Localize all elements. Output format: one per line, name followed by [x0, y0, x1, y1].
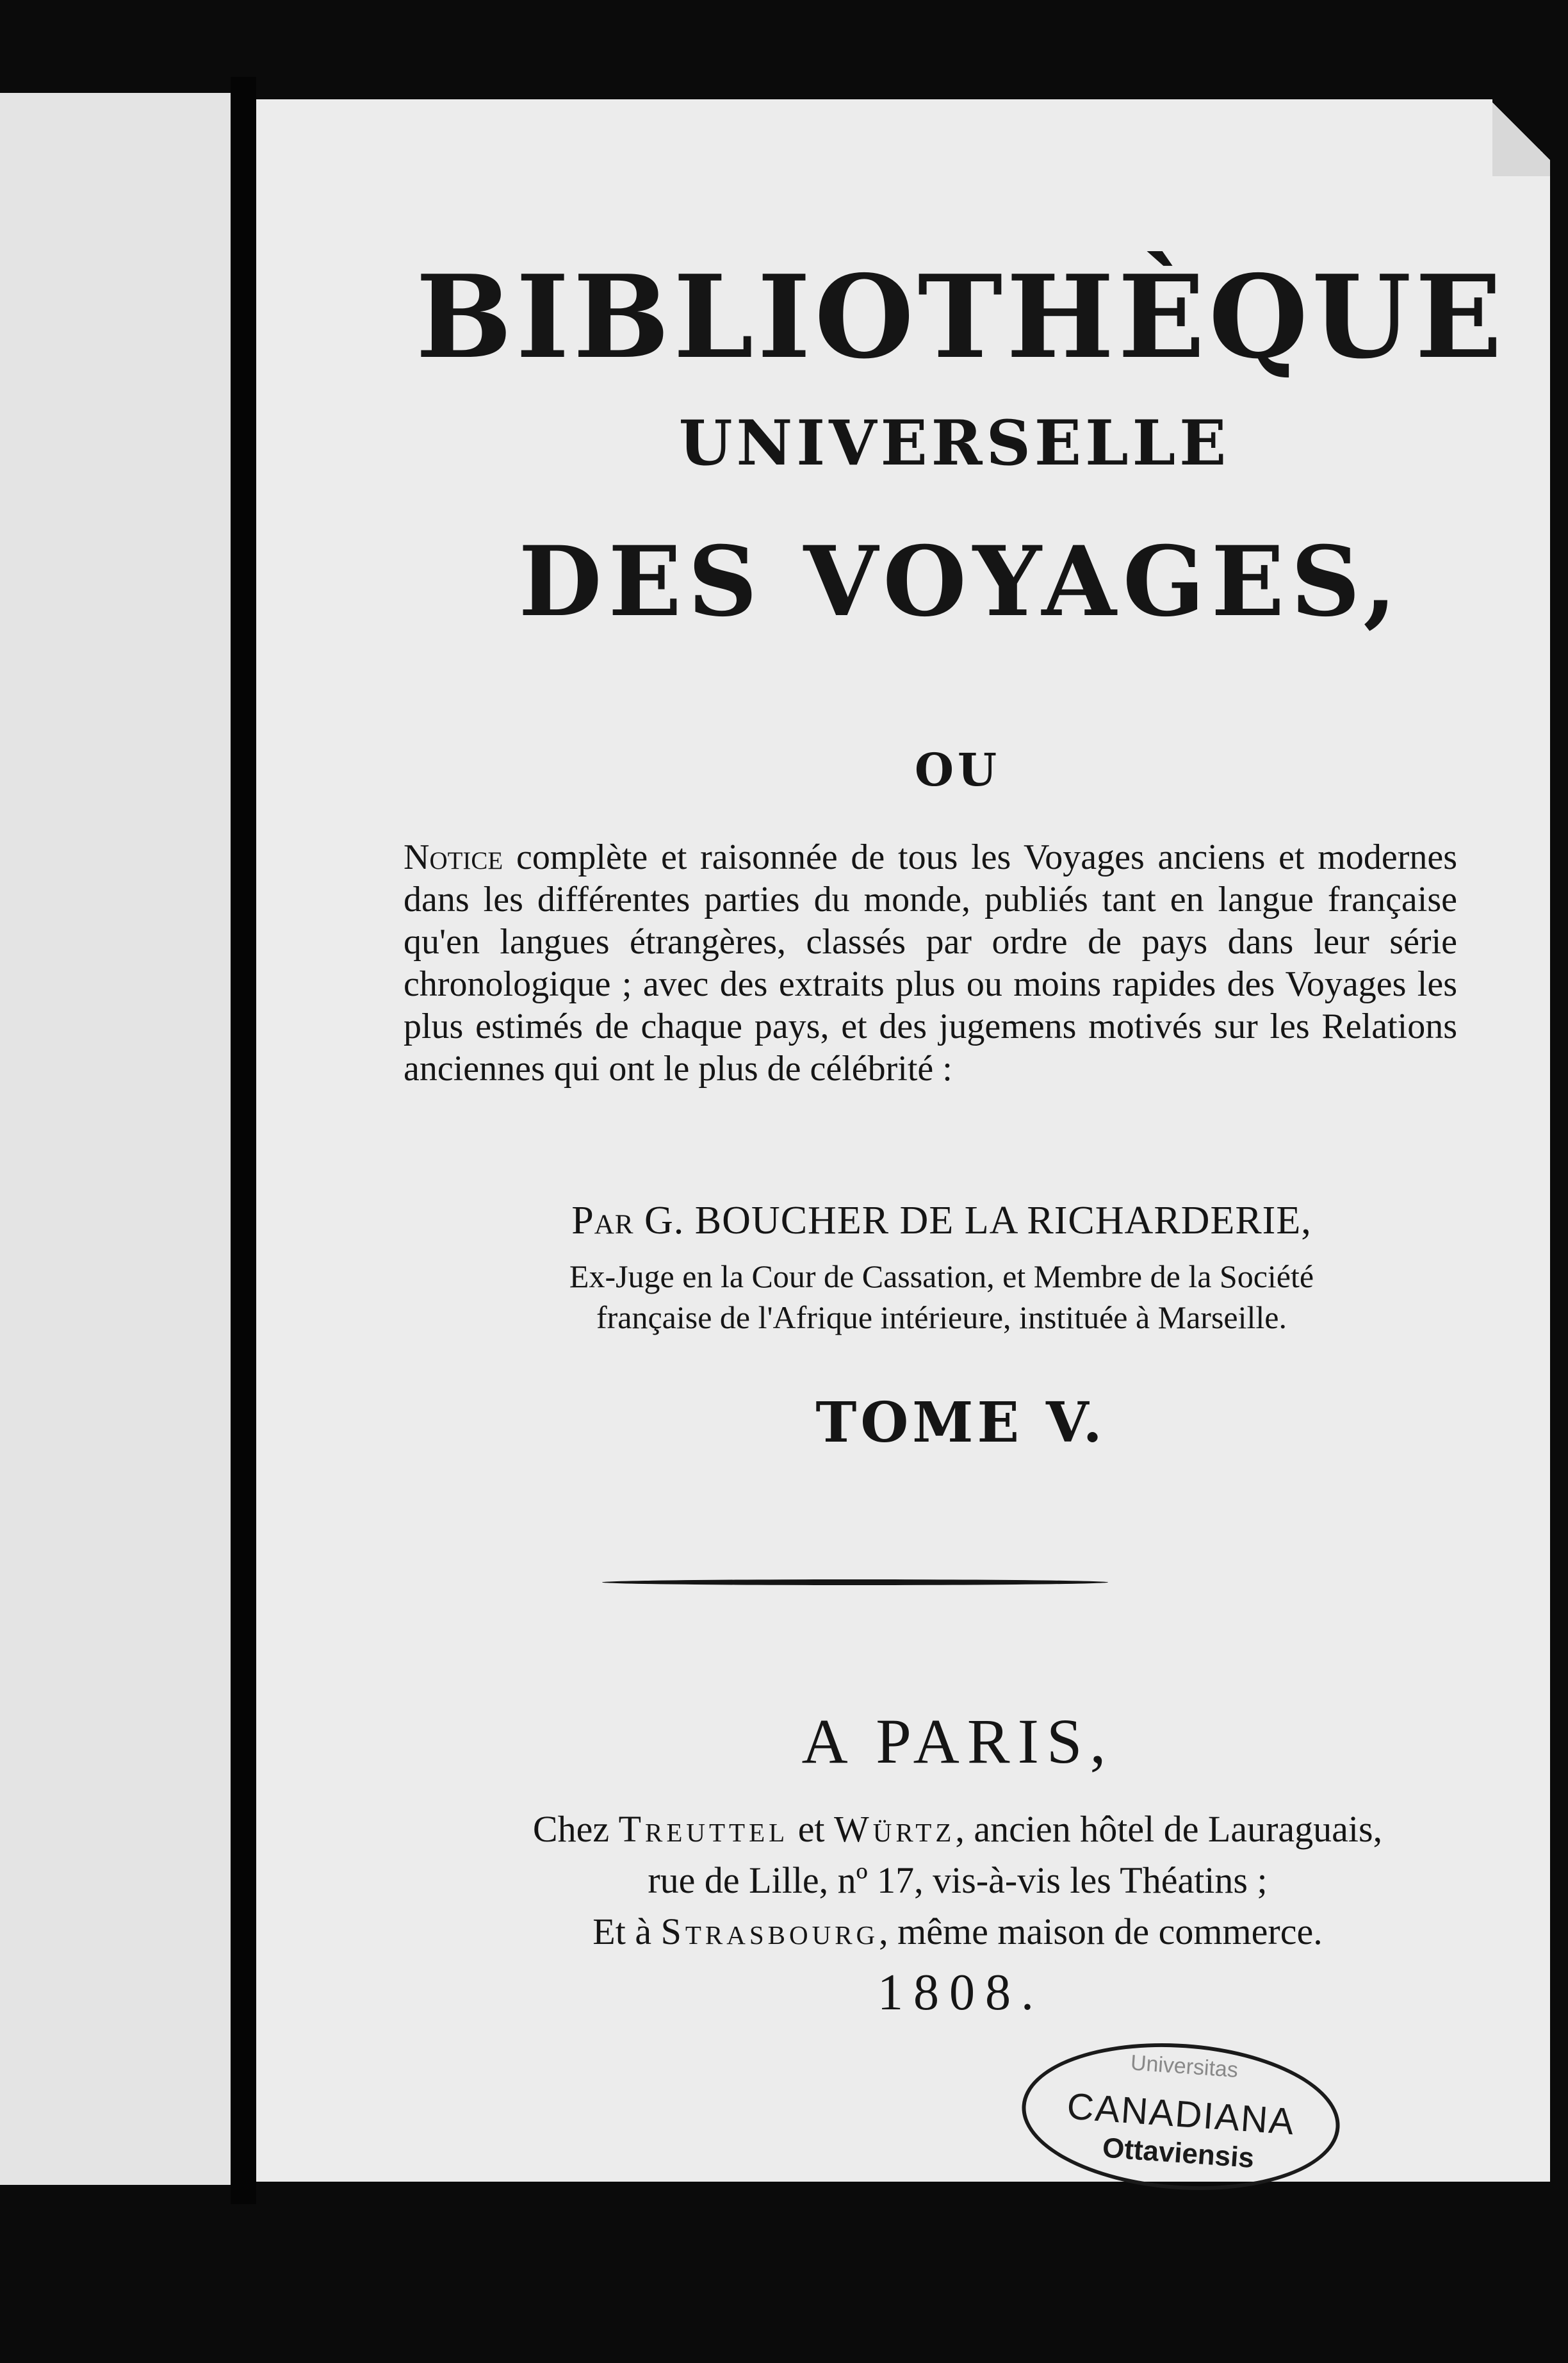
- title-conjunction-ou: OU: [914, 743, 1001, 796]
- imprint-et: et: [797, 1808, 825, 1850]
- author-name: G. BOUCHER DE LA RICHARDERIE,: [644, 1199, 1312, 1242]
- publication-year: 1808.: [878, 1964, 1044, 2021]
- publisher-treuttel: Treuttel: [618, 1808, 789, 1850]
- publisher-wurtz: Würtz: [834, 1808, 956, 1850]
- credentials-line-2: française de l'Afrique intérieure, instituée à Marseille.: [596, 1299, 1287, 1335]
- imprint-block: [372, 1804, 1544, 1957]
- stamp-middle-text: CANADIANA: [1065, 2085, 1296, 2143]
- imprint-commerce: , même maison de commerce.: [879, 1911, 1323, 1952]
- imprint-address-1: , ancien hôtel de Lauraguais,: [955, 1808, 1383, 1850]
- title-line-universelle: UNIVERSELLE: [678, 407, 1230, 479]
- author-line: [397, 1198, 1486, 1244]
- notice-lead-word: Notice: [404, 837, 503, 877]
- folded-corner: [1492, 99, 1550, 176]
- credentials-line-1: Ex-Juge en la Cour de Cassation, et Membre de la Société: [569, 1258, 1314, 1294]
- stamp-top-text: Universitas: [1129, 2050, 1239, 2083]
- title-page: [256, 99, 1550, 2182]
- notice-body: complète et raisonnée de tous les Voyages anciens et modernes dans les différentes parties du monde, publiés tant en langue française qu'en langues étrangères, classés par ordre de pays dans leur série chronologique ; avec des extraits plus ou moins rapides des Voyages les plus estimés de chaque pays, et des jugemens motivés sur les Relations anciennes qui ont le plus de célébrité :: [404, 837, 1457, 1089]
- notice-paragraph: [404, 836, 1457, 1090]
- author-par: Par: [571, 1199, 634, 1242]
- imprint-place: A PARIS,: [801, 1706, 1114, 1777]
- stamp-bottom-text: Ottaviensis: [1101, 2132, 1255, 2175]
- imprint-line-3: [372, 1906, 1544, 1957]
- imprint-et-a: Et à: [592, 1911, 652, 1952]
- library-stamp: [1017, 2033, 1345, 2200]
- facing-page-edge: [0, 93, 240, 2185]
- imprint-line-2: rue de Lille, nº 17, vis-à-vis les Théatins ;: [648, 1859, 1268, 1901]
- imprint-strasbourg: Strasbourg: [660, 1911, 879, 1952]
- volume-number: TOME V.: [815, 1390, 1106, 1455]
- imprint-chez: Chez: [532, 1808, 610, 1850]
- author-credentials: [397, 1256, 1486, 1338]
- ornamental-rule: [602, 1579, 1108, 1585]
- title-line-bibliotheque: BIBLIOTHÈQUE: [416, 250, 1506, 384]
- imprint-line-1: [372, 1804, 1544, 1855]
- title-line-des-voyages: DES VOYAGES,: [518, 525, 1403, 638]
- book-gutter: [231, 77, 256, 2204]
